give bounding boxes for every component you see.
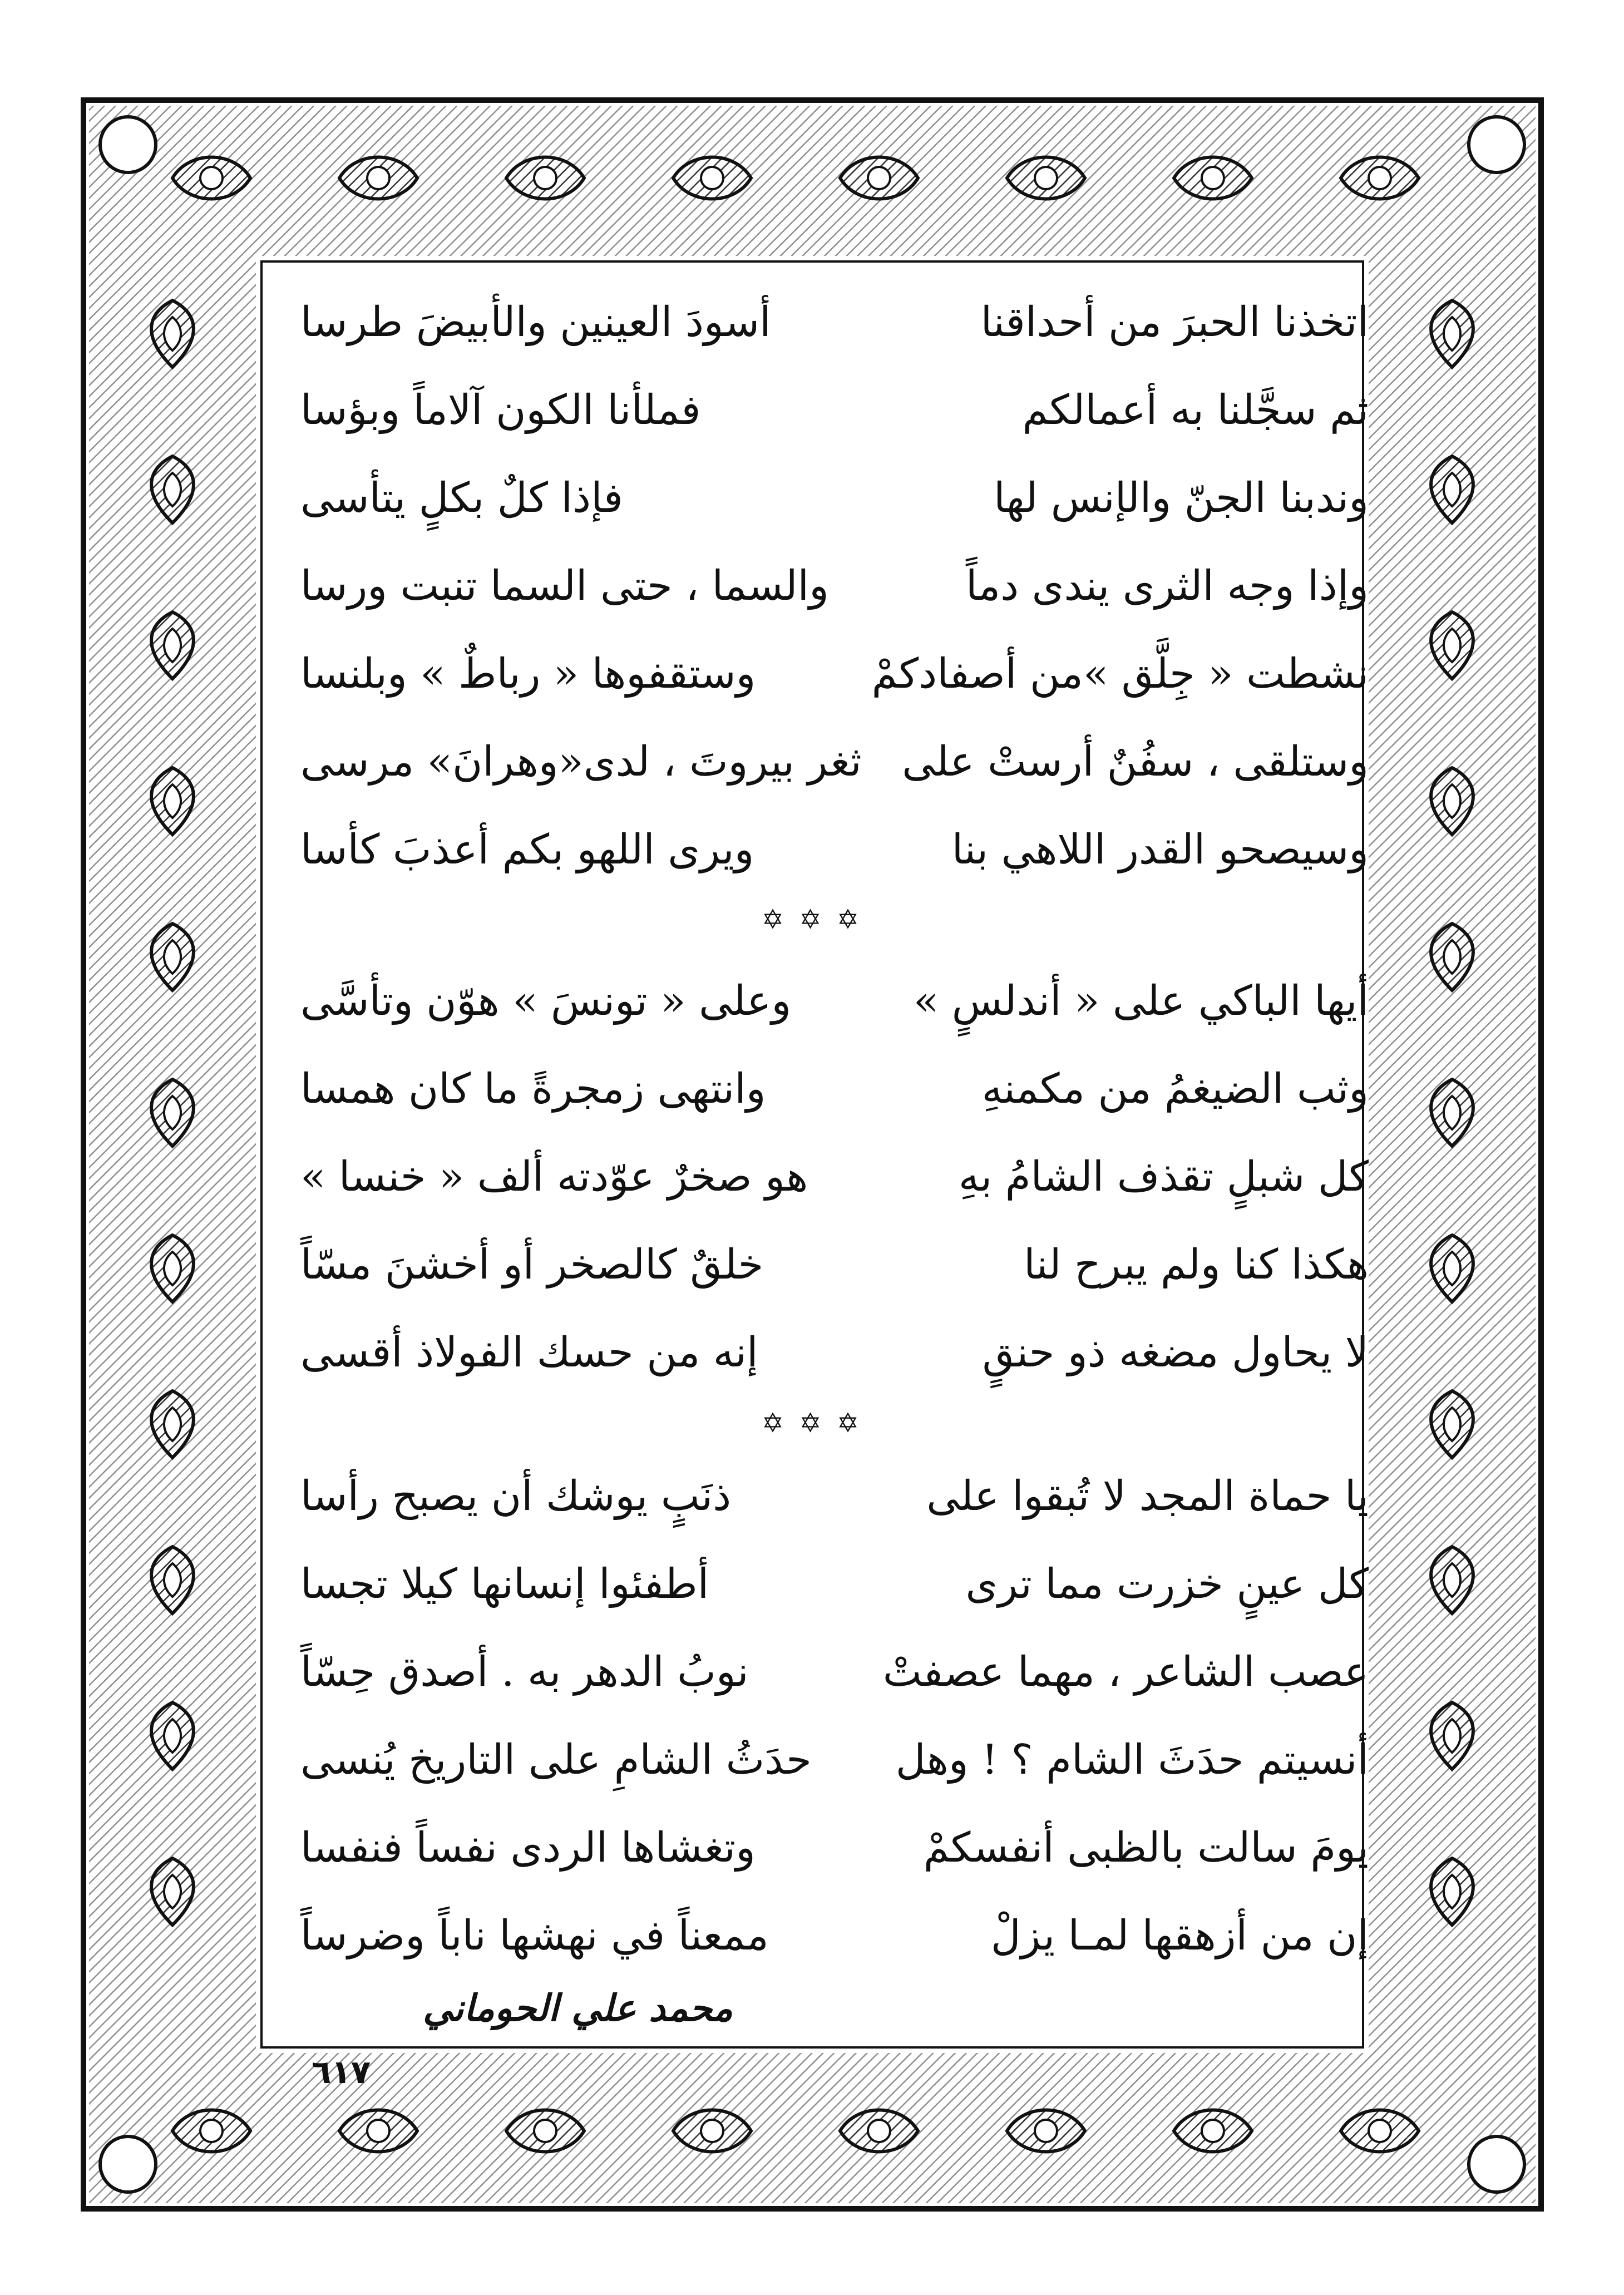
stanza-2 bbox=[300, 957, 1369, 1396]
hemistich-second: أسودَ العينين والأبيضَ طرسا bbox=[300, 298, 771, 346]
verse bbox=[300, 278, 1369, 366]
hemistich-first: وسيصحو القدر اللاهي بنا bbox=[951, 826, 1369, 873]
verse bbox=[300, 366, 1369, 454]
hemistich-second: فملأنا الكون آلاماً وبؤسا bbox=[300, 386, 701, 434]
hemistich-first: وستلقى ، سفُنٌ أرستْ على bbox=[902, 738, 1369, 786]
hemistich-second: فإذا كلٌ بكلٍ يتأسى bbox=[300, 474, 623, 522]
hemistich-first: عصب الشاعر ، مهما عصفتْ bbox=[882, 1648, 1369, 1696]
verse bbox=[300, 1309, 1369, 1396]
hemistich-first: ثم سجَّلنا به أعمالكم bbox=[1022, 386, 1369, 434]
hemistich-first: كل شبلٍ تقذف الشامُ بهِ bbox=[958, 1153, 1369, 1201]
hemistich-first: وإذا وجه الثرى يندى دماً bbox=[965, 562, 1369, 610]
verse bbox=[300, 542, 1369, 630]
verse bbox=[300, 1628, 1369, 1716]
hemistich-second: وعلى « تونسَ » هوّن وتأسَّى bbox=[300, 977, 792, 1025]
hemistich-first: وثب الضيغمُ من مكمنهِ bbox=[981, 1065, 1369, 1113]
author-signature: محمد علي الحوماني bbox=[423, 1986, 733, 2030]
hemistich-first: يومَ سالت بالظبى أنفسكمْ bbox=[923, 1824, 1369, 1872]
hemistich-second: ويرى اللهو بكم أعذبَ كأسا bbox=[300, 826, 754, 873]
verse bbox=[300, 630, 1369, 718]
hemistich-first: لا يحاول مضغه ذو حنقٍ bbox=[982, 1329, 1369, 1376]
verse bbox=[300, 806, 1369, 894]
hemistich-first: نشطت « جِلَّق »من أصفادكمْ bbox=[871, 650, 1369, 698]
hemistich-first: أيها الباكي على « أندلسٍ » bbox=[913, 977, 1369, 1025]
hemistich-second: نوبُ الدهر به . أصدق حِسّاً bbox=[300, 1648, 749, 1696]
verse bbox=[300, 1133, 1369, 1221]
hemistich-second: خلقٌ كالصخر أو أخشنَ مسّاً bbox=[300, 1241, 764, 1289]
verse bbox=[300, 957, 1369, 1045]
verse bbox=[300, 1892, 1369, 1980]
hemistich-first: كل عينٍ خزرت مما ترى bbox=[965, 1560, 1369, 1608]
verse bbox=[300, 718, 1369, 806]
hemistich-second: حدَثُ الشامِ على التاريخ يُنسى bbox=[300, 1736, 812, 1784]
hemistich-first: هكذا كنا ولم يبرح لنا bbox=[1024, 1241, 1369, 1289]
hemistich-second: ممعناً في نهشها ناباً وضرساً bbox=[300, 1912, 769, 1960]
page-number: ٦١٧ bbox=[312, 2053, 371, 2091]
verse bbox=[300, 1804, 1369, 1892]
hemistich-second: وانتهى زمجرةً ما كان همسا bbox=[300, 1065, 766, 1113]
stanza-1 bbox=[300, 278, 1369, 894]
hemistich-second: ثغر بيروتَ ، لدى«وهرانَ» مرسى bbox=[300, 738, 862, 786]
stanza-separator: ✡ ✡ ✡ bbox=[761, 904, 863, 935]
hemistich-second: وتغشاها الردى نفساً فنفسا bbox=[300, 1824, 756, 1872]
verse bbox=[300, 1716, 1369, 1804]
hemistich-second: هو صخرٌ عوّدته ألف « خنسا » bbox=[300, 1153, 808, 1201]
verse bbox=[300, 1452, 1369, 1540]
hemistich-second: وستقفوها « رباطٌ » وبلنسا bbox=[300, 650, 756, 698]
hemistich-first: يا حماة المجد لا تُبقوا على bbox=[926, 1472, 1369, 1520]
verse bbox=[300, 1045, 1369, 1133]
verse bbox=[300, 454, 1369, 542]
hemistich-second: ذنَبٍ يوشك أن يصبح رأسا bbox=[300, 1472, 732, 1520]
hemistich-second: والسما ، حتى السما تنبت ورسا bbox=[300, 562, 829, 610]
hemistich-first: أنسيتم حدَثَ الشام ؟ ! وهل bbox=[895, 1736, 1369, 1784]
verse bbox=[300, 1540, 1369, 1628]
stanza-separator: ✡ ✡ ✡ bbox=[761, 1408, 863, 1439]
hemistich-second: إنه من حسك الفولاذ أقسى bbox=[300, 1329, 758, 1376]
hemistich-first: إن من أزهقها لمـا يزلْ bbox=[990, 1912, 1369, 1960]
hemistich-first: اتخذنا الحبرَ من أحداقنا bbox=[980, 298, 1369, 346]
hemistich-first: وندبنا الجنّ والإنس لها bbox=[994, 474, 1369, 522]
verse bbox=[300, 1221, 1369, 1309]
hemistich-second: أطفئوا إنسانها كيلا تجسا bbox=[300, 1560, 709, 1608]
stanza-3 bbox=[300, 1452, 1369, 1980]
